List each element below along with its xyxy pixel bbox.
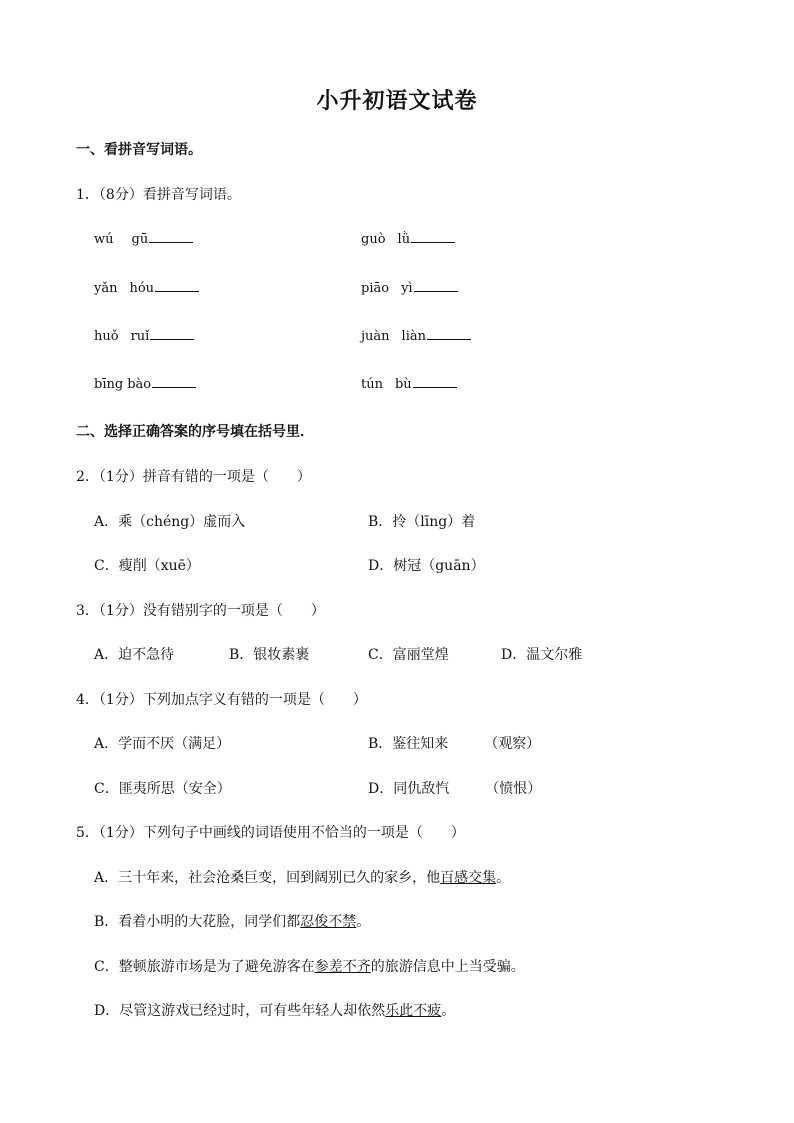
- question-3-stem: 3．（1分）没有错别字的一项是（ ）: [76, 603, 325, 619]
- underlined-phrase: 忍俊不禁: [300, 914, 357, 930]
- option-text: A．三十年来，社会沧桑巨变，回到阔别已久的家乡，他: [94, 870, 441, 886]
- pinyin-syllable: tún: [361, 377, 383, 392]
- option-text: 。: [441, 1003, 456, 1019]
- option-text: 的旅游信息中上当受骗。: [370, 959, 525, 975]
- pinyin-syllable: hóu: [129, 281, 155, 296]
- q4-option-d-word: D．同仇敌忾: [368, 781, 450, 797]
- pinyin-syllable: huǒ: [94, 329, 119, 344]
- option-text: D．尽管这游戏已经过时，可有些年轻人却依然: [94, 1003, 386, 1019]
- answer-blank[interactable]: [149, 230, 193, 243]
- option-text: C．整顿旅游市场是为了避免游客在: [94, 959, 315, 975]
- pinyin-syllable: piāo: [361, 281, 390, 296]
- option-text: B．看着小明的大花脸，同学们都: [94, 914, 301, 930]
- q4-option-d-gloss: （愤恨）: [485, 781, 542, 797]
- q3-option-d[interactable]: D．温文尔雅: [501, 647, 583, 663]
- pinyin-item: [361, 279, 458, 296]
- pinyin-syllable: guò: [361, 232, 386, 247]
- q4-option-d[interactable]: [368, 778, 541, 798]
- q3-option-a[interactable]: A．迫不急待: [94, 647, 175, 663]
- pinyin-syllable: bào: [127, 377, 152, 392]
- pinyin-item: [94, 230, 193, 247]
- pinyin-syllable: yì: [401, 281, 413, 296]
- pinyin-item: [94, 327, 194, 344]
- section-heading-2: 二、选择正确答案的序号填在括号里．: [76, 424, 314, 440]
- answer-blank[interactable]: [152, 375, 196, 388]
- pinyin-syllable: gū: [131, 232, 149, 247]
- question-5-stem: 5．（1分）下列句子中画线的词语使用不恰当的一项是（ ）: [76, 825, 465, 841]
- answer-blank[interactable]: [414, 279, 458, 292]
- pinyin-syllable: bù: [394, 377, 412, 392]
- question-1-stem: 1．（8分）看拼音写词语。: [76, 187, 241, 203]
- q4-option-a[interactable]: A．学而不厌（满足）: [94, 736, 231, 752]
- page-title: 小升初语文试卷: [316, 88, 478, 114]
- answer-blank[interactable]: [150, 327, 194, 340]
- answer-blank[interactable]: [155, 279, 199, 292]
- pinyin-item: [94, 279, 199, 296]
- pinyin-syllable: liàn: [401, 329, 426, 344]
- q5-option-a[interactable]: [94, 867, 510, 887]
- pinyin-syllable: yǎn: [94, 281, 118, 296]
- q3-option-c[interactable]: C．富丽堂煌: [368, 647, 449, 663]
- q4-option-b[interactable]: [368, 733, 540, 753]
- option-text: 。: [356, 914, 371, 930]
- pinyin-item: [94, 375, 196, 392]
- section-heading-1: 一、看拼音写词语。: [76, 142, 202, 158]
- underlined-phrase: 乐此不疲: [385, 1003, 442, 1019]
- question-4-stem: 4．（1分）下列加点字义有错的一项是（ ）: [76, 692, 367, 708]
- question-2-stem: 2．（1分）拼音有错的一项是（ ）: [76, 469, 311, 485]
- pinyin-syllable: wú: [94, 232, 114, 247]
- q5-option-b[interactable]: [94, 911, 370, 931]
- pinyin-syllable: lǜ: [397, 232, 411, 247]
- pinyin-item: [361, 327, 471, 344]
- q2-option-a[interactable]: A．乘（chéng）虚而入: [94, 514, 246, 530]
- q5-option-c[interactable]: [94, 956, 525, 976]
- q4-option-c[interactable]: C．匪夷所思（安全）: [94, 781, 231, 797]
- q4-option-b-gloss: （观察）: [484, 736, 541, 752]
- answer-blank[interactable]: [427, 327, 471, 340]
- pinyin-syllable: juàn: [361, 329, 390, 344]
- q2-option-b[interactable]: B．拎（līng）着: [368, 514, 476, 530]
- pinyin-item: [361, 230, 455, 247]
- answer-blank[interactable]: [413, 375, 457, 388]
- option-text: 。: [496, 870, 511, 886]
- answer-blank[interactable]: [411, 230, 455, 243]
- pinyin-syllable: bīng: [94, 377, 124, 392]
- pinyin-syllable: ruǐ: [130, 329, 150, 344]
- q2-option-d[interactable]: D．树冠（guān）: [368, 558, 485, 574]
- q3-option-b[interactable]: B．银妆素裹: [229, 647, 310, 663]
- q5-option-d[interactable]: [94, 1000, 455, 1020]
- underlined-phrase: 百感交集: [440, 870, 497, 886]
- q4-option-b-word: B．鉴往知来: [368, 736, 449, 752]
- q2-option-c[interactable]: C．瘦削（xuē）: [94, 558, 200, 574]
- underlined-phrase: 参差不齐: [314, 959, 371, 975]
- pinyin-item: [361, 375, 457, 392]
